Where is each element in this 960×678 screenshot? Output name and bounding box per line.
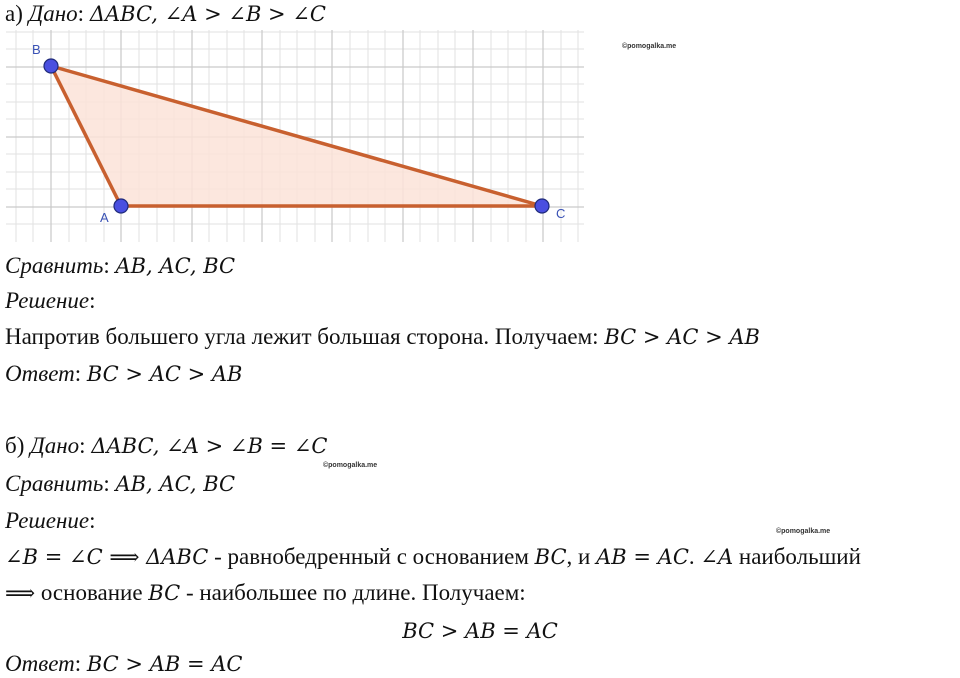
part-b-l1-math2: BC bbox=[534, 545, 567, 569]
part-a-compare-line: Сравнить: AB, AC, BC bbox=[5, 253, 236, 278]
part-b-l2-math2: BC bbox=[148, 581, 181, 605]
vertex-a-label: A bbox=[100, 210, 109, 225]
part-b-compare-label: Сравнить bbox=[5, 471, 104, 496]
part-b-compare-math: AB, AC, BC bbox=[115, 472, 236, 496]
part-a-solution-sentence: Напротив большего угла лежит большая сторона. Получаем: bbox=[5, 324, 605, 349]
part-b-l1-text3: . bbox=[688, 544, 701, 569]
part-b-solution-line: Решение: bbox=[5, 508, 96, 533]
part-b-given-math: ΔABC, ∠A > ∠B = ∠C bbox=[91, 434, 328, 458]
vertex-c-label: C bbox=[556, 206, 566, 221]
part-b-l1-math1: ∠B = ∠C ⟹ ΔABC bbox=[5, 545, 209, 569]
part-b-given-line: б) Дано: ΔABC, ∠A > ∠B = ∠C bbox=[5, 433, 328, 458]
vertex-a-point bbox=[114, 199, 128, 213]
watermark: ©pomogalka.me bbox=[622, 43, 677, 50]
part-b-solution-line-1 bbox=[5, 543, 861, 571]
part-a-solution-math: BC > AC > AB bbox=[604, 325, 760, 349]
part-a-answer-math: BC > AC > AB bbox=[86, 362, 243, 386]
part-a-solution-line: Решение: bbox=[5, 288, 96, 313]
part-b-centered-result bbox=[0, 617, 960, 645]
part-b-l1-text4: наибольший bbox=[733, 544, 861, 569]
part-a-given-label: Дано bbox=[28, 1, 78, 26]
part-b-answer-math: BC > AB = AC bbox=[86, 652, 243, 676]
part-b-l1-text1: - равнобедренный с основанием bbox=[208, 544, 535, 569]
vertex-b-label: B bbox=[32, 42, 41, 57]
part-b-l2-text1: основание bbox=[35, 580, 149, 605]
part-b-solution-line-2 bbox=[5, 579, 526, 607]
part-a-answer-line: Ответ: BC > AC > AB bbox=[5, 361, 243, 386]
part-b-l2-text2: - наибольшее по длине. Получаем: bbox=[180, 580, 526, 605]
part-a-compare-label: Сравнить bbox=[5, 253, 104, 278]
watermark: ©pomogalka.me bbox=[323, 462, 378, 469]
part-b-given-label: Дано bbox=[30, 433, 80, 458]
part-b-l1-math3: AB = AC bbox=[596, 545, 689, 569]
part-b-centered-math: BC > AB = AC bbox=[402, 619, 558, 643]
part-a-solution-text bbox=[5, 323, 760, 351]
part-a-compare-math: AB, AC, BC bbox=[115, 254, 236, 278]
vertex-b-point bbox=[44, 59, 58, 73]
triangle-figure bbox=[6, 30, 584, 242]
part-b-answer-line: Ответ: BC > AB = AC bbox=[5, 651, 243, 676]
vertex-c-point bbox=[535, 199, 549, 213]
part-b-l2-math1: ⟹ bbox=[5, 581, 36, 605]
part-a-solution-label: Решение bbox=[5, 288, 90, 313]
part-b-l1-text2: , и bbox=[566, 544, 597, 569]
part-a-prefix: а) bbox=[5, 1, 23, 26]
part-b-compare-line: Сравнить: AB, AC, BC bbox=[5, 471, 236, 496]
part-a-given-math: ΔABC, ∠A > ∠B > ∠C bbox=[89, 2, 326, 26]
part-a-given-line: а) Дано: ΔABC, ∠A > ∠B > ∠C bbox=[5, 1, 326, 26]
part-b-answer-label: Ответ bbox=[5, 651, 75, 676]
part-b-prefix: б) bbox=[5, 433, 25, 458]
watermark: ©pomogalka.me bbox=[776, 528, 831, 535]
part-b-l1-math4: ∠A bbox=[700, 545, 734, 569]
part-a-answer-label: Ответ bbox=[5, 361, 75, 386]
part-b-solution-label: Решение bbox=[5, 508, 90, 533]
